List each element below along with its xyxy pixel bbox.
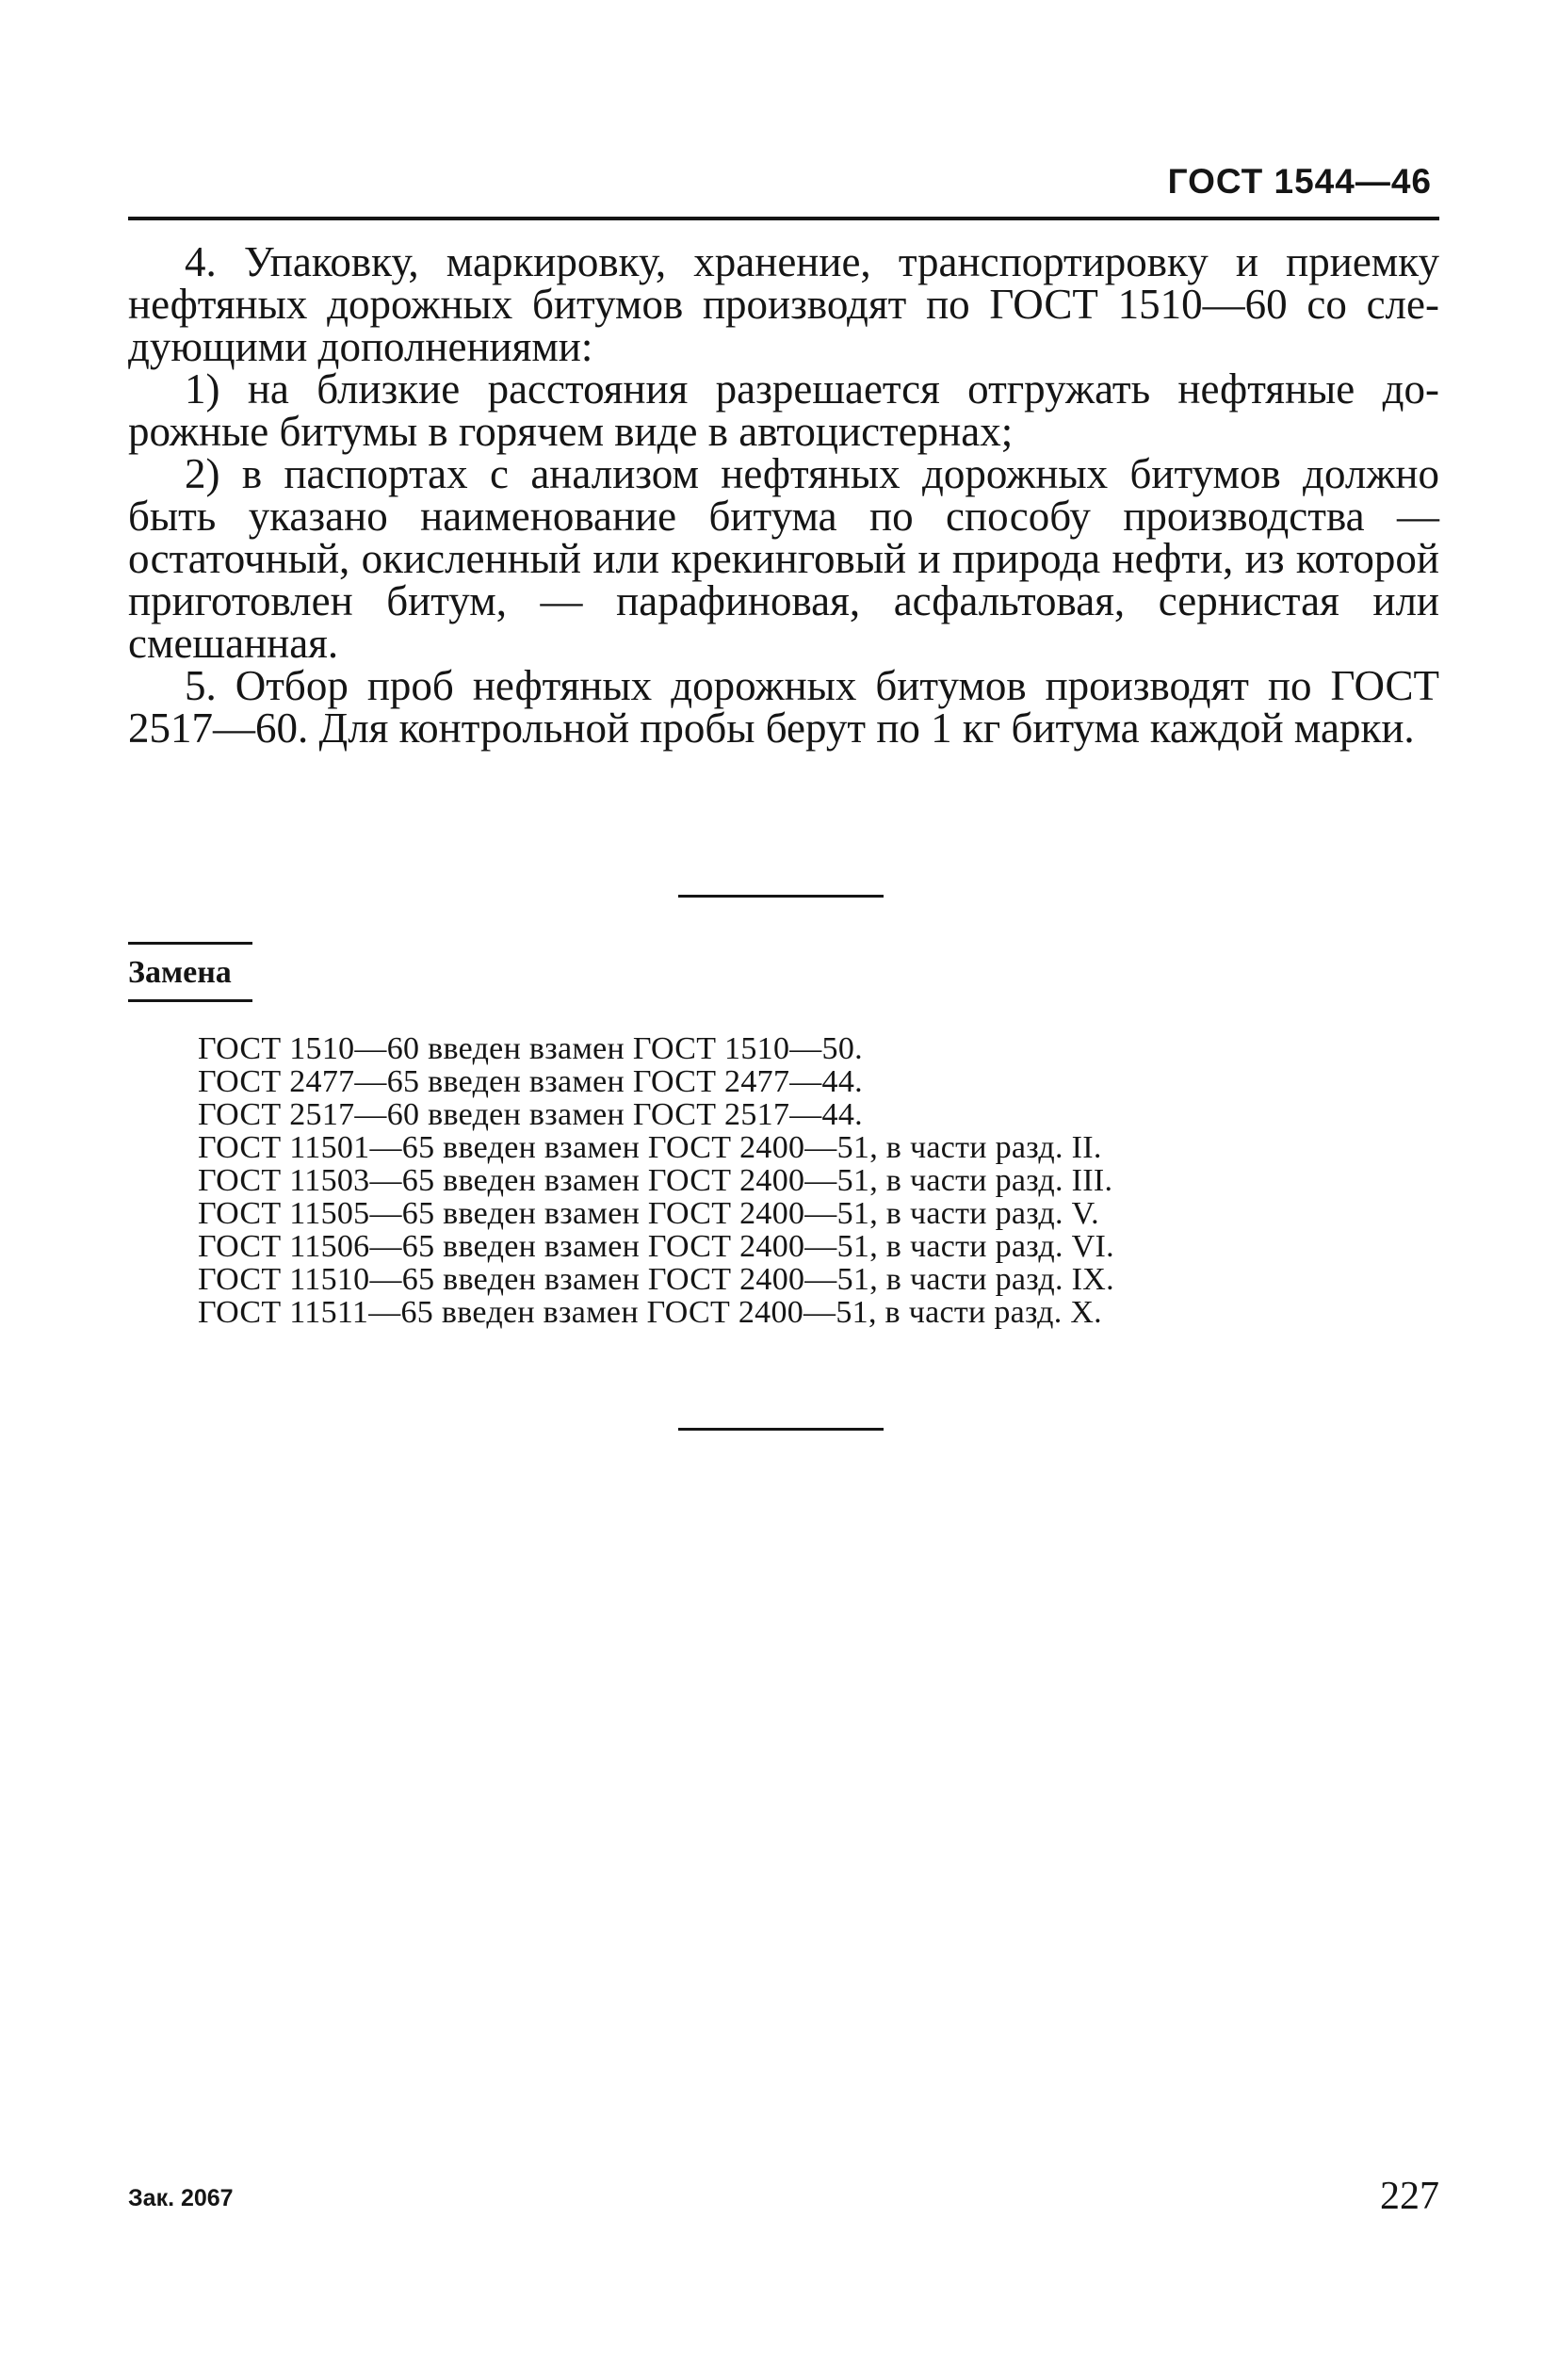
paragraph-4-1: 1) на близкие расстояния разрешается отгружать нефтяные дорожные битумы в горячем виде в автоцистернах; bbox=[128, 365, 1439, 455]
page-number: 227 bbox=[1380, 2175, 1439, 2218]
section-divider bbox=[678, 1428, 884, 1431]
replacement-line: ГОСТ 2517—60 введен взамен ГОСТ 2517—44. bbox=[198, 1097, 863, 1132]
replacement-line: ГОСТ 11503—65 введен взамен ГОСТ 2400—51, в части разд. III. bbox=[198, 1163, 1113, 1198]
section-divider bbox=[678, 895, 884, 898]
replacement-list bbox=[198, 1032, 1328, 1329]
replacement-heading bbox=[128, 942, 252, 1002]
replacement-line: ГОСТ 2477—65 введен взамен ГОСТ 2477—44. bbox=[198, 1064, 863, 1099]
replacement-line: ГОСТ 11510—65 введен взамен ГОСТ 2400—51, в части разд. IX. bbox=[198, 1262, 1114, 1297]
replacement-line: ГОСТ 1510—60 введен взамен ГОСТ 1510—50. bbox=[198, 1031, 863, 1066]
header-rule bbox=[128, 217, 1439, 220]
replacement-label: Замена bbox=[128, 955, 232, 990]
paragraph-4: 4. Упаковку, маркировку, хранение, транспортировку и приемку нефтяных дорожных битумов производят по ГОСТ 1510—60 со следующими дополнениями: bbox=[128, 238, 1439, 370]
order-number: Зак. 2067 bbox=[128, 2185, 234, 2211]
body-text bbox=[128, 238, 1439, 752]
paragraph-4-2: 2) в паспортах с анализом нефтяных дорожных битумов должно быть указано наименование битума по способу производства — остаточный, окисленный или крекинговый и природа нефти, из которой приготовлен битум, — парафиновая, асфальтовая, сернистая или смешанная. bbox=[128, 450, 1439, 667]
replacement-rule-bottom bbox=[128, 999, 252, 1002]
document-code: ГОСТ 1544—46 bbox=[1167, 162, 1432, 201]
paragraph-5: 5. Отбор проб нефтяных дорожных битумов производят по ГОСТ 2517—60. Для контрольной пробы берут по 1 кг битума каждой марки. bbox=[128, 662, 1439, 752]
replacement-line: ГОСТ 11501—65 введен взамен ГОСТ 2400—51, в части разд. II. bbox=[198, 1130, 1102, 1165]
replacement-line: ГОСТ 11505—65 введен взамен ГОСТ 2400—51, в части разд. V. bbox=[198, 1196, 1099, 1231]
replacement-line: ГОСТ 11506—65 введен взамен ГОСТ 2400—51, в части разд. VI. bbox=[198, 1229, 1114, 1264]
replacement-line: ГОСТ 11511—65 введен взамен ГОСТ 2400—51, в части разд. X. bbox=[198, 1295, 1102, 1330]
